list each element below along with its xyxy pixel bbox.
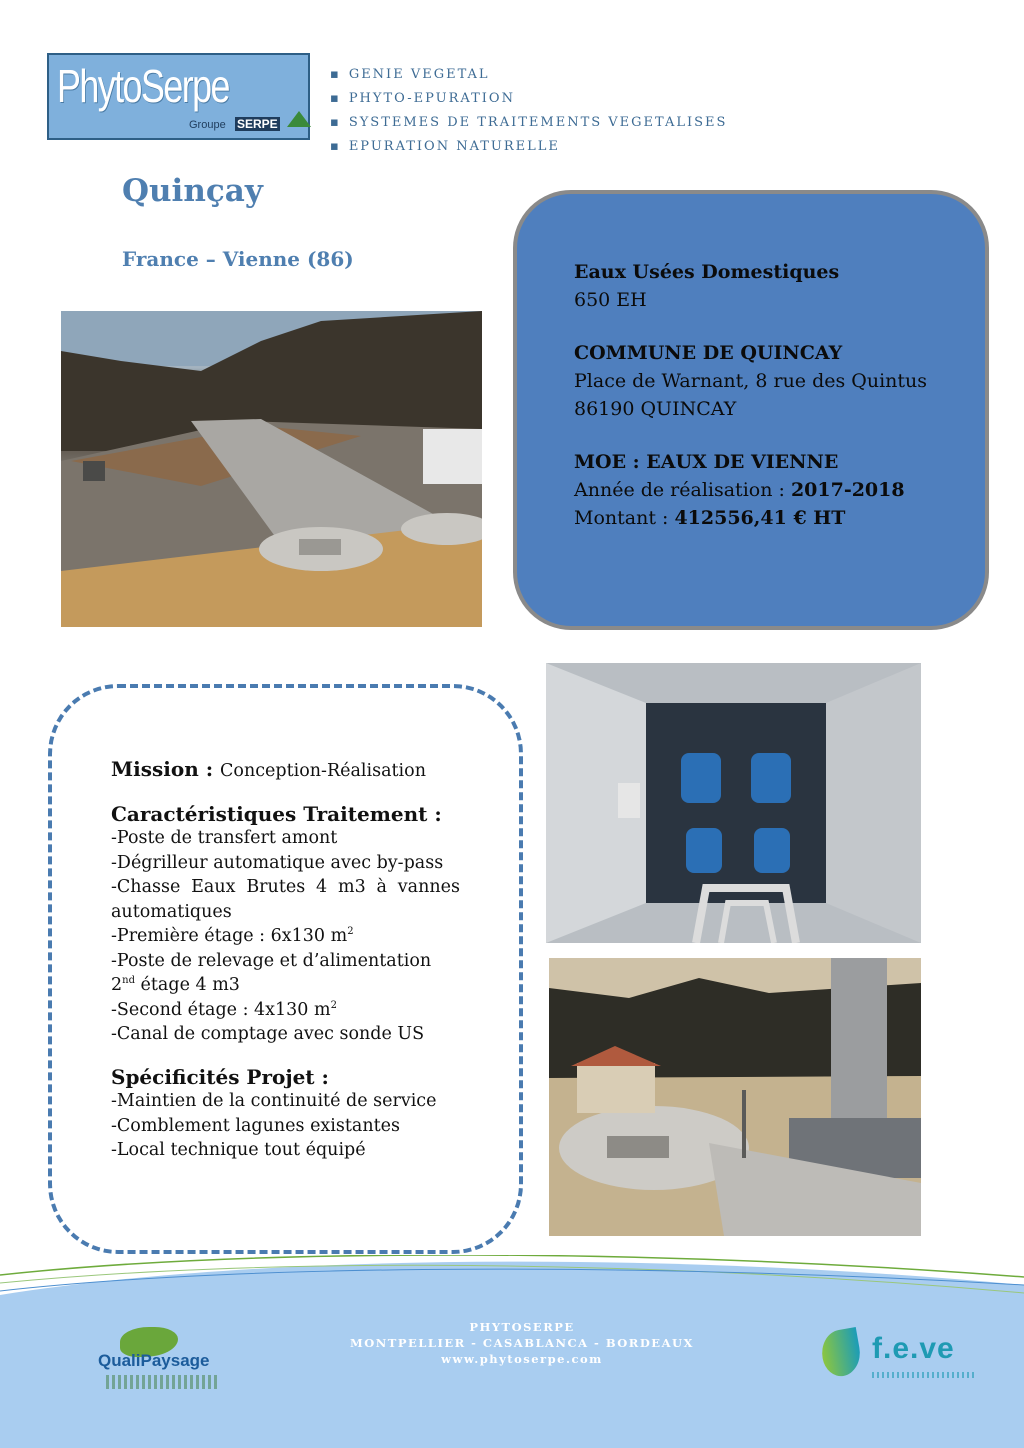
- info-content: [574, 258, 928, 532]
- tagline-item: ▪ EPURATION NATURELLE: [330, 135, 727, 159]
- tagline-item: ▪ PHYTO-EPURATION: [330, 87, 727, 111]
- tagline-item: ▪ SYSTEMES DE TRAITEMENTS VEGETALISES: [330, 111, 727, 135]
- year-label: Année de réalisation :: [574, 479, 791, 501]
- logo-serpe: SERPE: [237, 117, 278, 131]
- caract-item: [111, 924, 460, 949]
- year-row: [574, 476, 928, 504]
- caract-title: Caractéristiques Traitement :: [111, 801, 442, 826]
- phytoserpe-logo: [47, 53, 310, 140]
- pump-chamber-photo: [546, 663, 921, 943]
- amount-label: Montant :: [574, 507, 675, 529]
- caract-sup: 2: [347, 926, 354, 938]
- footer-company: PHYTOSERPE: [469, 1320, 575, 1334]
- caract-item: [111, 949, 460, 998]
- site-photo-drawing: [61, 311, 482, 627]
- caract-item: -Dégrilleur automatique avec by-pass: [111, 852, 444, 873]
- caract-text: -Second étage : 4x130 m: [111, 999, 331, 1020]
- site-photo: [61, 311, 482, 627]
- feve-label: f.e.ve: [872, 1332, 955, 1365]
- pump-chamber-drawing: [546, 663, 921, 943]
- caract-sup: nd: [122, 975, 135, 987]
- caract-sup: 2: [330, 999, 337, 1011]
- project-location: France – Vienne (86): [122, 247, 354, 271]
- drop-icon: [818, 1327, 863, 1379]
- amount-value: 412556,41 € HT: [674, 507, 846, 529]
- mission-value: Conception-Réalisation: [220, 761, 426, 781]
- client-address: Place de Warnant, 8 rue des Quintus: [574, 370, 928, 392]
- site-view-drawing: [549, 958, 921, 1236]
- specs-item: -Local technique tout équipé: [111, 1140, 366, 1160]
- caract-item: -Poste de transfert amont: [111, 828, 338, 848]
- project-title: Quinçay: [122, 173, 263, 209]
- specs-title: Spécificités Projet :: [111, 1064, 329, 1089]
- effluent-type: Eaux Usées Domestiques: [574, 261, 840, 283]
- mission-content: [111, 757, 460, 1163]
- feve-logo: [822, 1328, 982, 1388]
- qualipaysage-label: QualiPaysage: [98, 1351, 210, 1370]
- capacity: 650 EH: [574, 289, 647, 311]
- tagline-item: ▪ GENIE VEGETAL: [330, 63, 727, 87]
- specs-item: -Maintien de la continuité de service: [111, 1091, 437, 1111]
- logo-groupe: Groupe: [189, 119, 226, 131]
- moe: MOE : EAUX DE VIENNE: [574, 451, 839, 473]
- specs-item: -Comblement lagunes existantes: [111, 1115, 400, 1136]
- logo-brand: PhytoSerpe: [57, 60, 229, 112]
- mission-row: [111, 757, 460, 784]
- client-name: COMMUNE DE QUINCAY: [574, 342, 843, 364]
- client-postcode: 86190 QUINCAY: [574, 398, 737, 420]
- tagline-list: [330, 63, 727, 159]
- footer-cities: MONTPELLIER - CASABLANCA - BORDEAUX: [350, 1336, 694, 1350]
- caract-item: -Chasse Eaux Brutes 4 m3 à vannes automatiques: [111, 877, 460, 922]
- footer-website[interactable]: www.phytoserpe.com: [441, 1352, 603, 1366]
- mission-label: Mission :: [111, 757, 221, 781]
- caract-text: étage 4 m3: [134, 975, 240, 995]
- caract-text: -Poste de relevage et d’alimentation 2: [111, 950, 432, 995]
- amount-row: [574, 504, 928, 532]
- site-view-photo: [549, 958, 921, 1236]
- caract-item: [111, 998, 460, 1023]
- caract-item: -Canal de comptage avec sonde US: [111, 1024, 425, 1044]
- tree-icon: [287, 111, 311, 127]
- year-value: 2017-2018: [790, 479, 905, 501]
- caract-text: -Première étage : 6x130 m: [111, 926, 348, 946]
- qualipaysage-logo: [92, 1325, 232, 1395]
